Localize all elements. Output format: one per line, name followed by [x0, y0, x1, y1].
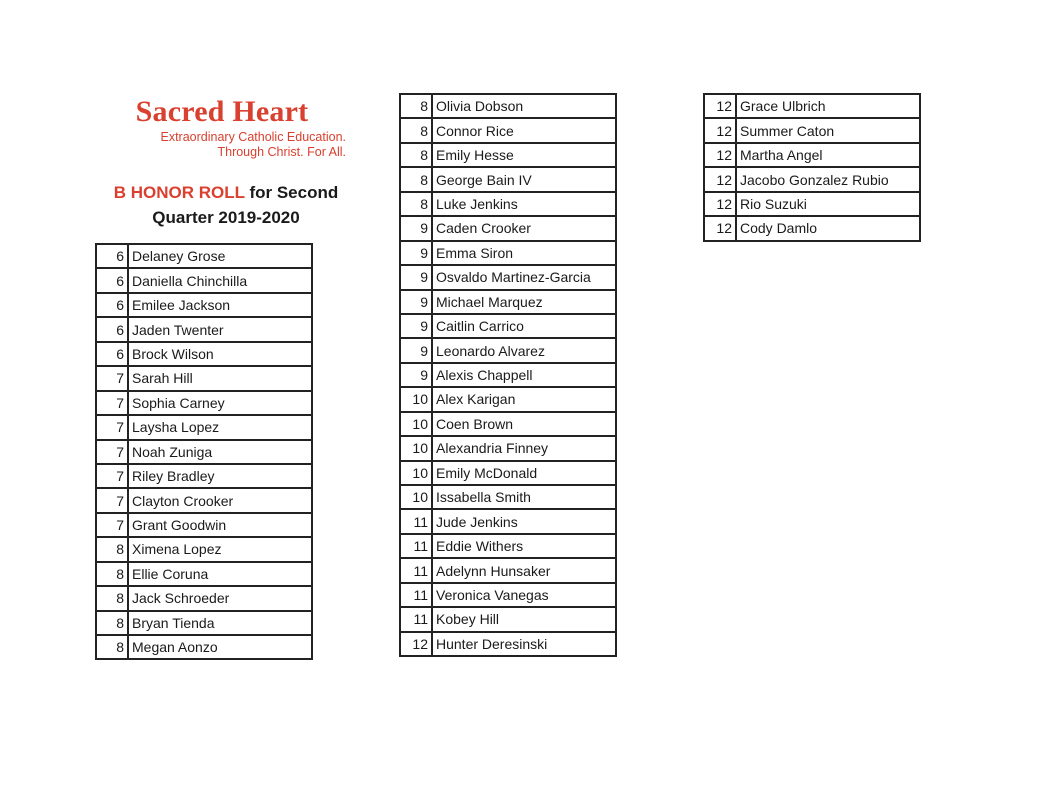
table-row [400, 534, 616, 558]
table-row [704, 94, 920, 118]
grade-cell: 10 [400, 436, 432, 460]
student-name-cell: Connor Rice [432, 118, 616, 142]
grade-cell: 10 [400, 412, 432, 436]
student-name-cell: Cody Damlo [736, 216, 920, 240]
student-name-cell: Delaney Grose [128, 244, 312, 268]
student-name-cell: Alexis Chappell [432, 363, 616, 387]
title-rest: for Second [244, 183, 339, 202]
grade-cell: 6 [96, 293, 128, 317]
student-name-cell: Issabella Smith [432, 485, 616, 509]
grade-cell: 6 [96, 317, 128, 341]
grade-cell: 10 [400, 461, 432, 485]
student-name-cell: Noah Zuniga [128, 440, 312, 464]
student-name-cell: Jaden Twenter [128, 317, 312, 341]
table-row [96, 268, 312, 292]
grade-cell: 8 [400, 118, 432, 142]
table-row [96, 293, 312, 317]
table-row [400, 387, 616, 411]
logo-tagline-2: Through Christ. For All. [217, 145, 346, 159]
student-name-cell: Grant Goodwin [128, 513, 312, 537]
student-name-cell: Clayton Crooker [128, 488, 312, 512]
table-row [96, 464, 312, 488]
grade-cell: 11 [400, 558, 432, 582]
student-name-cell: Jude Jenkins [432, 509, 616, 533]
table-row [96, 342, 312, 366]
table-row [96, 611, 312, 635]
grade-cell: 8 [96, 611, 128, 635]
grade-cell: 12 [704, 143, 736, 167]
table-row [96, 537, 312, 561]
grade-cell: 9 [400, 216, 432, 240]
student-name-cell: Brock Wilson [128, 342, 312, 366]
table-row [96, 317, 312, 341]
table-row [96, 244, 312, 268]
grade-cell: 12 [704, 118, 736, 142]
student-name-cell: Jacobo Gonzalez Rubio [736, 167, 920, 191]
table-row [400, 583, 616, 607]
grade-cell: 8 [96, 562, 128, 586]
student-name-cell: Eddie Withers [432, 534, 616, 558]
title-line-1 [96, 180, 356, 205]
grade-cell: 8 [400, 192, 432, 216]
student-name-cell: Osvaldo Martinez-Garcia [432, 265, 616, 289]
table-row [96, 635, 312, 659]
student-name-cell: Alex Karigan [432, 387, 616, 411]
table-row [400, 118, 616, 142]
student-name-cell: Sarah Hill [128, 366, 312, 390]
table-row [96, 391, 312, 415]
table-row [400, 632, 616, 656]
student-name-cell: Emilee Jackson [128, 293, 312, 317]
grade-cell: 7 [96, 464, 128, 488]
student-name-cell: Leonardo Alvarez [432, 338, 616, 362]
table-row [400, 290, 616, 314]
student-name-cell: Rio Suzuki [736, 192, 920, 216]
table-row [400, 461, 616, 485]
table-row [400, 412, 616, 436]
table-row [400, 241, 616, 265]
student-name-cell: Coen Brown [432, 412, 616, 436]
table-row [400, 167, 616, 191]
student-name-cell: Emily Hesse [432, 143, 616, 167]
student-name-cell: Emily McDonald [432, 461, 616, 485]
logo-tagline-1: Extraordinary Catholic Education. [160, 130, 346, 144]
grade-cell: 11 [400, 509, 432, 533]
student-name-cell: Luke Jenkins [432, 192, 616, 216]
grade-cell: 11 [400, 534, 432, 558]
grade-cell: 12 [704, 192, 736, 216]
table-row [704, 192, 920, 216]
table-row [704, 143, 920, 167]
grade-cell: 9 [400, 290, 432, 314]
honor-roll-table-3 [703, 93, 921, 242]
table-row [704, 216, 920, 240]
grade-cell: 10 [400, 387, 432, 411]
grade-cell: 8 [96, 586, 128, 610]
grade-cell: 8 [400, 94, 432, 118]
title-line-2: Quarter 2019-2020 [152, 208, 300, 227]
grade-cell: 6 [96, 268, 128, 292]
table-row [400, 143, 616, 167]
student-name-cell: Emma Siron [432, 241, 616, 265]
page-title [96, 180, 356, 230]
table-row [400, 558, 616, 582]
table-row [96, 513, 312, 537]
student-name-cell: Laysha Lopez [128, 415, 312, 439]
student-name-cell: Caden Crooker [432, 216, 616, 240]
table-row [400, 338, 616, 362]
grade-cell: 12 [400, 632, 432, 656]
grade-cell: 12 [704, 94, 736, 118]
table-row [96, 562, 312, 586]
table-row [96, 586, 312, 610]
student-name-cell: Ximena Lopez [128, 537, 312, 561]
grade-cell: 8 [96, 537, 128, 561]
table-row [96, 366, 312, 390]
grade-cell: 7 [96, 391, 128, 415]
honor-roll-table-1 [95, 243, 313, 660]
student-name-cell: Caitlin Carrico [432, 314, 616, 338]
grade-cell: 9 [400, 314, 432, 338]
grade-cell: 12 [704, 167, 736, 191]
grade-cell: 10 [400, 485, 432, 509]
honor-roll-table-2 [399, 93, 617, 657]
grade-cell: 7 [96, 440, 128, 464]
table-row [96, 440, 312, 464]
grade-cell: 8 [400, 167, 432, 191]
grade-cell: 7 [96, 488, 128, 512]
grade-cell: 9 [400, 363, 432, 387]
grade-cell: 7 [96, 513, 128, 537]
student-name-cell: Riley Bradley [128, 464, 312, 488]
student-name-cell: Ellie Coruna [128, 562, 312, 586]
table-row [400, 265, 616, 289]
student-name-cell: Jack Schroeder [128, 586, 312, 610]
table-row [400, 94, 616, 118]
table-row [400, 436, 616, 460]
student-name-cell: Summer Caton [736, 118, 920, 142]
table-row [704, 118, 920, 142]
table-row [400, 509, 616, 533]
grade-cell: 6 [96, 244, 128, 268]
logo-name: Sacred Heart [135, 95, 309, 128]
table-row [400, 216, 616, 240]
grade-cell: 8 [96, 635, 128, 659]
student-name-cell: Sophia Carney [128, 391, 312, 415]
table-row [400, 363, 616, 387]
table-row [96, 488, 312, 512]
table-row [400, 314, 616, 338]
grade-cell: 11 [400, 583, 432, 607]
grade-cell: 9 [400, 265, 432, 289]
grade-cell: 6 [96, 342, 128, 366]
student-name-cell: Adelynn Hunsaker [432, 558, 616, 582]
grade-cell: 7 [96, 366, 128, 390]
grade-cell: 12 [704, 216, 736, 240]
table-row [400, 485, 616, 509]
student-name-cell: Olivia Dobson [432, 94, 616, 118]
grade-cell: 9 [400, 338, 432, 362]
table-row [400, 607, 616, 631]
student-name-cell: Alexandria Finney [432, 436, 616, 460]
grade-cell: 11 [400, 607, 432, 631]
table-row [96, 415, 312, 439]
student-name-cell: Michael Marquez [432, 290, 616, 314]
title-highlight: B HONOR ROLL [113, 183, 245, 202]
student-name-cell: Megan Aonzo [128, 635, 312, 659]
school-logo [96, 94, 356, 160]
grade-cell: 9 [400, 241, 432, 265]
student-name-cell: Bryan Tienda [128, 611, 312, 635]
table-row [704, 167, 920, 191]
grade-cell: 7 [96, 415, 128, 439]
table-row [400, 192, 616, 216]
student-name-cell: Martha Angel [736, 143, 920, 167]
grade-cell: 8 [400, 143, 432, 167]
student-name-cell: Hunter Deresinski [432, 632, 616, 656]
student-name-cell: George Bain IV [432, 167, 616, 191]
student-name-cell: Veronica Vanegas [432, 583, 616, 607]
student-name-cell: Kobey Hill [432, 607, 616, 631]
student-name-cell: Grace Ulbrich [736, 94, 920, 118]
student-name-cell: Daniella Chinchilla [128, 268, 312, 292]
